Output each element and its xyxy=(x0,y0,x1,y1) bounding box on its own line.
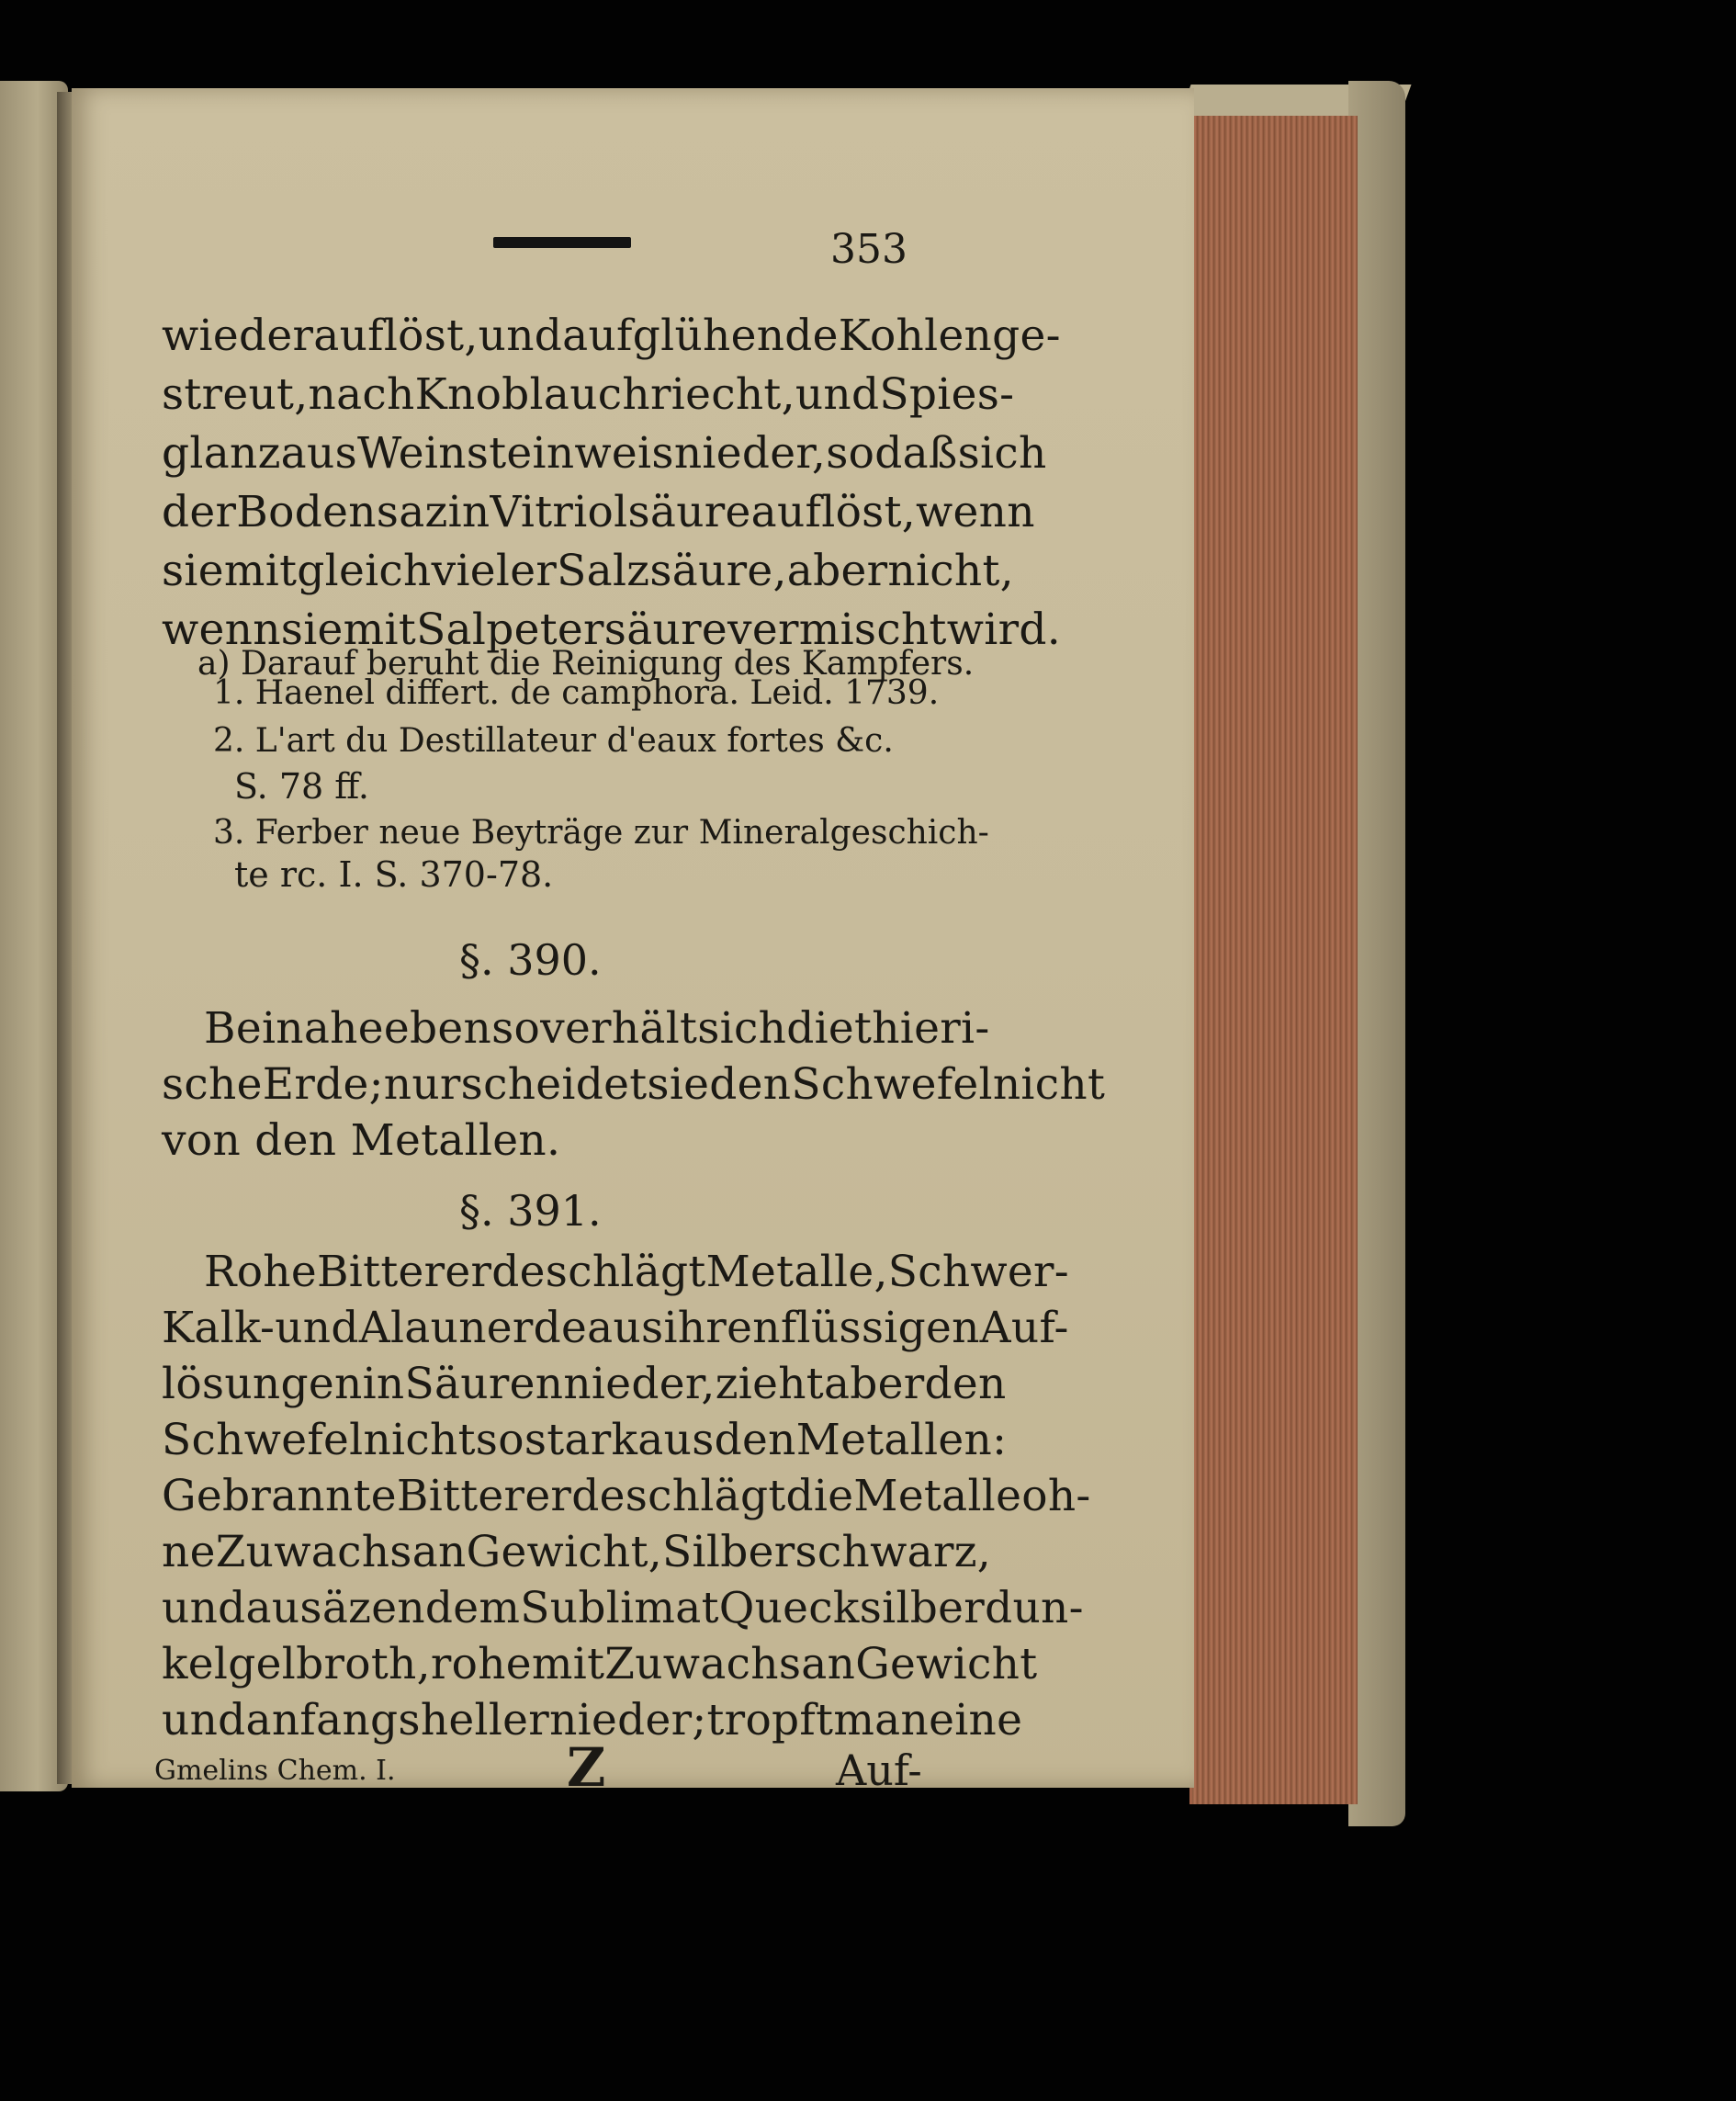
page-block-edges xyxy=(1189,116,1358,1804)
body-line: wenn sie mit Salpetersäure vermischt wird. xyxy=(162,604,1061,655)
body-line: Beinahe eben so verhält sich die thieri- xyxy=(204,1003,990,1054)
page-number: 353 xyxy=(830,226,907,273)
body-line: Rohe Bittererde schlägt Metalle, Schwer- xyxy=(204,1247,1069,1297)
body-line: und aus äzendem Sublimat Quecksilber dun- xyxy=(162,1583,1084,1633)
footnote-ref-2-continued: S. 78 ff. xyxy=(234,766,369,807)
footnote-ref-1: 1. Haenel differt. de camphora. Leid. 1739. xyxy=(213,674,940,712)
body-line: wieder auflöst, und auf glühende Kohlen ge- xyxy=(162,311,1061,361)
section-heading-391: §. 391. xyxy=(459,1186,602,1236)
footnote-ref-3-continued: te rc. I. S. 370-78. xyxy=(234,854,554,895)
body-line: ne Zuwachs an Gewicht, Silber schwarz, xyxy=(162,1527,992,1577)
catchword: Auf- xyxy=(836,1745,922,1795)
signature-mark: Z xyxy=(567,1736,606,1799)
body-line: von den Metallen. xyxy=(162,1115,561,1166)
body-line: Kalk- und Alaunerde aus ihren flüssigen Auf- xyxy=(162,1303,1069,1353)
header-rule xyxy=(493,237,631,248)
body-line: lösungen in Säuren nieder, zieht aber den xyxy=(162,1359,1007,1409)
body-line: Gebrannte Bittererde schlägt die Metalle oh- xyxy=(162,1471,1091,1521)
footnote-a: a) Darauf beruht die Reinigung des Kampfers. xyxy=(197,645,975,683)
body-line: Schwefel nicht so stark aus den Metallen: xyxy=(162,1415,1008,1465)
running-footer-title: Gmelins Chem. I. xyxy=(154,1755,396,1787)
body-line: streut, nach Knoblauch riecht, und Spies- xyxy=(162,369,1015,420)
body-line: und anfangs heller nieder; tropft man eine xyxy=(162,1695,1023,1745)
section-heading-390: §. 390. xyxy=(459,935,602,985)
footnote-ref-2: 2. L'art du Destillateur d'eaux fortes &c. xyxy=(213,722,894,760)
body-line: sie mit gleich vieler Salzsäure, aber nicht, xyxy=(162,546,1014,596)
body-line: der Bodensaz in Vitriolsäure auflöst, wenn xyxy=(162,487,1035,537)
body-line: sche Erde; nur scheidet sie den Schwefel nicht xyxy=(162,1059,1106,1110)
body-line: kel gelbroth, rohe mit Zuwachs an Gewicht xyxy=(162,1639,1038,1689)
footnote-ref-3: 3. Ferber neue Beyträge zur Mineralgeschich- xyxy=(213,814,989,852)
body-line: glanz aus Weinstein weis nieder, so daß sich xyxy=(162,428,1047,479)
